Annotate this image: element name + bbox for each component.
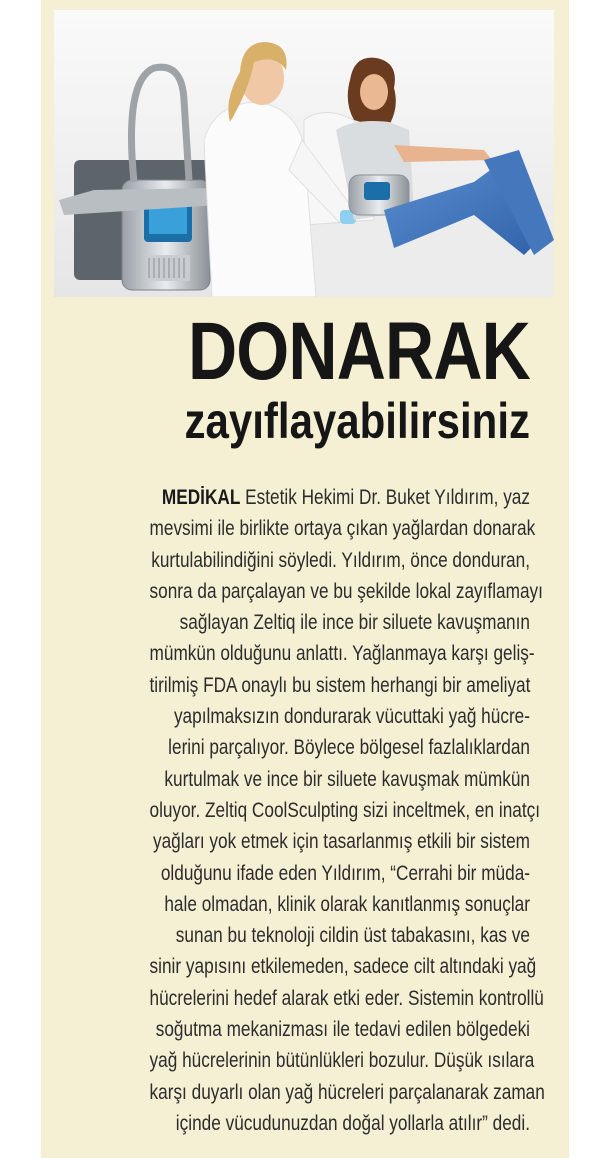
- headline-title: DONARAK: [187, 306, 530, 397]
- article-line: soğutma mekanizması ile tedavi edilen bölgedeki: [155, 1018, 530, 1042]
- article-line: yapılmaksızın dondurarak vücuttaki yağ hücre-: [173, 705, 530, 729]
- article-line: sağlayan Zeltiq ile ince bir siluete kavuşmanın: [179, 611, 531, 635]
- article-body: [66, 482, 545, 1139]
- cryolipolysis-treatment-illustration: [54, 10, 554, 297]
- article-line: karşı duyarlı olan yağ hücreleri parçalanarak zaman: [149, 1080, 545, 1104]
- headline: [54, 306, 530, 450]
- article-line: sunan bu teknoloji cildin üst tabakasını, kas ve: [175, 924, 530, 948]
- article-line: mümkün olduğunu anlattı. Yağlanmaya karşı geliş-: [149, 642, 535, 666]
- article-line: tirilmiş FDA onaylı bu sistem herhangi bir ameliyat: [149, 673, 531, 697]
- article-photo: [54, 10, 554, 297]
- article-line-text: Estetik Hekimi Dr. Buket Yıldırım, yaz: [240, 486, 531, 509]
- article-line: yağ hücrelerinin bütünlükleri bozulur. Düşük ısılara: [149, 1049, 535, 1073]
- article-line: [150, 482, 530, 513]
- article-line: olduğunu ifade eden Yıldırım, “Cerrahi bir müda-: [160, 861, 530, 885]
- section-kicker: MEDİKAL: [161, 486, 241, 509]
- article-line: lerini parçalıyor. Böylece bölgesel fazlalıklardan: [168, 736, 530, 760]
- article-line: sinir yapısını etkilemeden, sadece cilt altındaki yağ: [149, 955, 537, 979]
- article-line: hücrelerini hedef alarak etki eder. Sistemin kontrollü: [149, 986, 544, 1010]
- headline-subtitle: zayıflayabilirsiniz: [184, 393, 530, 449]
- article-line: içinde vücudunuzdan doğal yollarla atılır” dedi.: [175, 1111, 530, 1135]
- article-line: mevsimi ile birlikte ortaya çıkan yağlardan donarak: [149, 517, 536, 541]
- article-line: oluyor. Zeltiq CoolSculpting sizi inceltmek, en inatçı: [149, 798, 541, 822]
- article-line: hale olmadan, klinik olarak kanıtlanmış sonuçlar: [164, 892, 530, 916]
- article-line: yağları yok etmek için tasarlanmış etkili bir sistem: [152, 830, 530, 854]
- article-line: sonra da parçalayan ve bu şekilde lokal zayıflamayı: [149, 579, 543, 603]
- article-line: kurtulmak ve ince bir siluete kavuşmak mümkün: [164, 767, 530, 791]
- article-line: kurtulabilindiğini söyledi. Yıldırım, önce donduran,: [151, 548, 530, 572]
